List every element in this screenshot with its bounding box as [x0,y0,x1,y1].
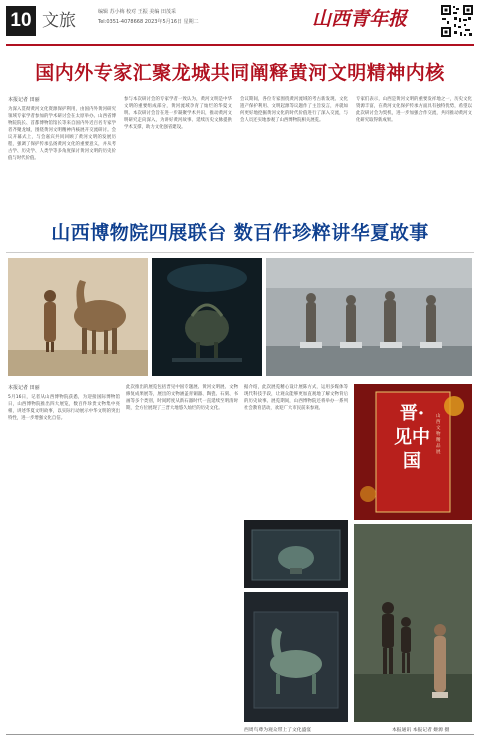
caption-left: 西周鸟尊为观众带上了文化盛宴 [244,728,312,733]
section-rule [6,252,474,253]
article2-byline: 本报记者 田丽 [8,385,40,391]
page-number: 10 [6,6,36,36]
article2-col-3: 据介绍，此次展览精心设计展陈方式，运用多媒体等现代科技手段，让观众能够更加直观地了解文物背后的历史故事。展览期间，山西博物院还将举办一系列社会教育活动，欢迎广大市民前来参观。 [244,385,348,411]
article2-col-1: 5月16日，记者从山西博物院获悉，为迎接国际博物馆日，山西博物院推出四大展览，数百件珍贵文物集中亮相，讲述华夏文明故事，以实际行动展示中华文明的突出特性，进一步增强文化自信。 [8,395,120,421]
article1-col-4: 专家们表示，山西是黄河文明的重要发祥地之一，历史文化资源丰富，在黄河文化保护传承方面具有独特优势，希望以此次研讨会为契机，进一步加强合作交流，共同推动黄河文化研究取得新成果。 [356,97,472,123]
qr-code-icon [440,4,474,38]
footer-rule [6,734,474,735]
banner-subtitle: 山西文物精品展 [436,414,441,455]
photo-bronze-vessel [152,258,262,376]
date-line: Tel:0351-4078668 2023年5月16日 星期二 [98,19,199,25]
article1-col-2: 参与本次研讨会的专家学者一致认为，黄河文明是中华文明的重要组成部分，黄河流域孕育了灿烂的华夏文明。本次研讨会旨在进一步凝聚学术共识，推动黄河文明研究走向深入，为讲好黄河故事、延续历史文脉提供学术支撑，助力文化强省建设。 [124,97,232,130]
photo-display-case [244,520,348,588]
masthead-logo: 山西青年报 [312,8,408,30]
article2-col-2: 此次推出的展览包括晋见中国专题展、黄河文明展、文物修复成果展等，展出的文物涵盖青铜器、陶瓷、石刻、书画等多个类别，时间跨度从新石器时代一直延续至明清时期，全方位展现了三晋大地悠久灿烂的历史文化。 [126,385,238,411]
photo-exhibition-banner [354,384,472,520]
photo-visitors-figurine [354,524,472,722]
article1-headline: 国内外专家汇聚龙城共同阐释黄河文明精神内核 [35,62,445,84]
page-header [0,0,480,48]
article1-byline: 本报记者 田丽 [8,97,40,103]
photo-gallery-hall [266,258,472,376]
photo-ceramic-horse [244,592,348,722]
article1-col-3: 会议期间，各位专家围绕黄河流域的考古新发现、文化遗产保护利用、文明起源等议题作了主旨发言，并就如何更好地挖掘黄河文化的时代价值进行了深入交流，与会人员还实地参观了山西博物院相关展览。 [240,97,348,123]
banner-title: 晋·见中国 [394,403,430,472]
caption-right: 本报通讯 本报记者 姬源 摄 [392,728,450,733]
header-rule [6,44,474,46]
editor-line: 编辑 苏小梅 校对 王振 美编 田茂采 [98,9,176,15]
article1-col-1: 为深入贯彻黄河文化资源保护利用，由国内外黄河研究领域专家学者参加的学术研讨会在太原举办。山西省博物院院长、首都博物馆馆长等来自国内外近百名专家学者齐聚龙城，围绕黄河文明精神内核展开交流研讨。会议开幕式上，与会嘉宾共同回顾了黄河文明的发展历程，强调了保护传承弘扬黄河文化的重要意义，并从考古学、历史学、人类学等多角度探讨黄河文明的历史价值与时代价值。 [8,107,116,161]
article2-headline: 山西博物院四展联台 数百件珍粹讲华夏故事 [51,222,429,244]
section-name: 文旅 [42,11,76,31]
photo-camel-figurine [8,258,148,376]
